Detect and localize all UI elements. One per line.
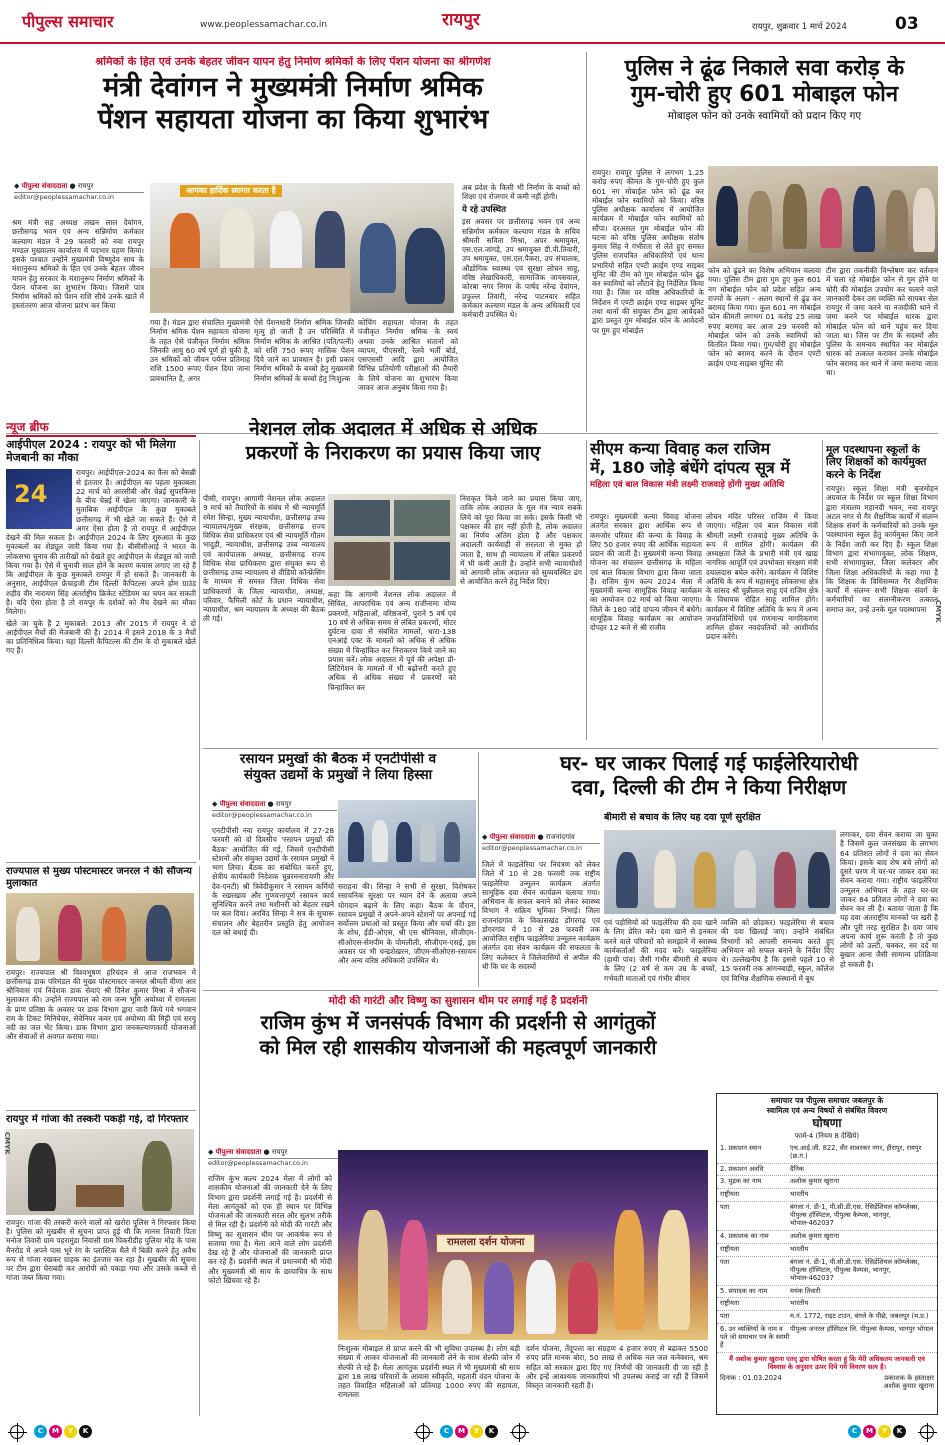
cmyk-dot-m: M [49,1425,62,1438]
police-col3: टीम द्वारा तकनीकी विश्लेषण कर वर्तमान में चला रहे मोबाईल फोन से गुम होने या चोरी की मोबाईल उपयोग कर चलाने वाले जानकारी देकर उस व्यक्ति को सायबर सेल रायपुर में जमा करने या नजदीकी थाने में जमा करने पर मोबाईल धारक द्वारा मोबाईल फोन को थाने पहुंच कर दिया जाता था। जिस पर टीम के सदस्यों और पुलिस के समन्वय स्थापित कर मोबाईल धारक को तत्काल कराकर उनके मोबाईल फोन बरामद कर थाने में जमा कराया जाता था। [826,266,938,377]
registration-mark-center-left [416,1425,430,1439]
masthead-city: रायपुर [442,10,480,30]
ntpc-byline-block [212,800,337,824]
cmyk-dot-c: C [848,1425,861,1438]
page-number: 03 [895,14,919,34]
masthead-website[interactable]: www.peoplessamachar.co.in [200,20,328,30]
ntpc-headline-1: रसायन प्रमुखों की बैठक में एनटीपीसी व [239,752,437,767]
declaration-key: राष्ट्रीयता [720,1299,740,1308]
registration-mark-right [920,1425,934,1439]
lok-adalat-col3: निराकृत किये जाने का प्रयास किया जाए, ताकि लोक अदालत के मूल मंत्र न्याय सबके लिये को पूरा किया जा सके। इसके किसी भी पक्षकार की हार नहीं होती है, लोक अदालत का निर्णय अंतिम होता है और पक्षकार अदालती कार्यवाही से सरलता से मुक्त हो जाता है, साथ ही न्यायालय में लंबित प्रकरणों में भी कमी आती है। उन्होंने सभी न्यायाधीशों को आगामी लोक अदालत को सुव्यवस्थित ढंग से आयोजित करने हेतु निर्देश दिए। [460,494,582,587]
declaration-statement: मैं अशोक कुमार खुराना एतद् द्वारा घोषित करता हूं कि मेरी अधिकतम जानकारी एवं विश्वास के अनुसार ऊपर दिये गये विवरण सत्य है। [729,1354,925,1372]
ntpc-photo [338,800,476,878]
rajim-col1: राजिम कुंभ कल्प 2024 मेला में लोगों को शासकीय योजनाओं की जानकारी देने के लिए विभाग द्वारा प्रदर्शनी लगाई गई है। प्रदर्शनी से मेला आगंतुकों को एक ही स्थान पर विभिन्न योजनाओं की जानकारी सरल और सुलभ तरीके से मिल रही है। प्रदर्शनी को मोदी की गारंटी और विष्णु का सुशासन थीम पर आकर्षक रूप से सजाया गया है। मेला आने वाले लोग प्रदर्शनी देख रहे हैं और योजनाओं की जानकारी प्राप्त कर रहे हैं। प्रदर्शनी स्थल में प्रधानमंत्री श्री मोदी और मुख्यमंत्री श्री साय के छायाचित्र के साथ फोटो खिंचवा रहे हैं। [208,1174,332,1285]
declaration-sign-2: अशोक कुमार खुराना [883,1382,934,1391]
police-headline-1: पुलिस ने ढूंढ निकाले सवा करोड़ के [624,56,905,81]
main-story-byline-block [14,182,144,212]
cmyk-dot-c: C [34,1425,47,1438]
declaration-row [717,1298,937,1311]
filaria-col3: व्यक्ति को छोड़कर) फाइलेरिया से बचाव की दवा खिलाई जाए। उन्होंने संबंधित विभागों को आपसी समन्वय करते हुए अभियान को सफल बनाने के निर्देश दिए थे। उल्लेखनीय है कि इससे पहले 10 से 15 फरवरी तक आंगनबाड़ी, स्कूल, कॉलेज एवं विभिन्न शैक्षणिक संस्थानों में बूथ [721,918,834,983]
lok-adalat-headline-2: प्रकरणों के निराकरण का प्रयास किया जाए [245,442,541,465]
declaration-key: 4. प्रकाशक का नाम [720,1232,769,1240]
declaration-row [717,1311,937,1324]
sports-brief [6,420,196,862]
declaration-key: 1. प्रकाशन स्थान [720,1143,762,1152]
declaration-row [717,1257,937,1286]
declaration-value: दैनिक [790,1164,804,1173]
declaration-row [717,1189,937,1202]
declaration-row [717,1231,937,1244]
main-story-col1: श्रम मंत्री सह अध्यक्ष लखन लाल देवांगन, छत्तीसगढ़ भवन एवं अन्य सन्निर्माण कर्मकार कल्याण मंडल ने 29 फरवरी को नवा रायपुर मण्डल मुख्यालय कार्यालय में पदभार ग्रहण किया। इसके पश्चात उन्होंने मुख्यमंत्री विष्णुदेव साय के मंशानुरूप श्रमिकों के हित एवं उनके बेहतर जीवन यापन हेतु सरकार के मंशानुरूप निर्माण श्रमिकों के पेंशन योजना का शुभारंभ किया। जिसमें पात्र निर्माण श्रमिकों को पेंशन राशि सीधे उनके खाते में हस्तांतरण आज योजना प्रारंभ कर किया [12,218,144,311]
rajim-byline: ◆ पीपुल्स संवाददाता ● रायपुर [208,1148,388,1159]
declaration-rows [717,1143,937,1353]
ntpc-email[interactable]: editor@peoplessamachar.co.in [212,810,312,819]
cmyk-dot-k: K [893,1425,906,1438]
cmyk-dot-k: K [79,1425,92,1438]
photo-banner: आपका हार्दिक स्वागत करता है [180,185,282,197]
police-col2: फोन को ढूंढने का विशेष अभियान चलाया गया। पुलिस टीम द्वारा गुम हुए कुल 601 नग मोबाईल फोन को प्रदेश सहित अन्य राज्यों के अलग - अलग स्थानों से ढूंढ कर बरामद किया गया। कुल 601 नग मोबाईल फोन कीमती लगभग 01 करोड़ 25 लाख रुपए बरामद कर आज 29 फरवरी को मोबाईल फोन को उनके स्वामियों को वितरित किया गया। गुम/चोरी हुए मोबाईल फोन को बरामद करने के दौरान एण्टी क्राईम एण्ड साइबर यूनिट की [708,266,821,368]
declaration-key: पता [720,1312,730,1321]
lok-adalat-headline-1: नेशनल लोक अदालत में अधिक से अधिक [249,418,537,440]
ntpc-byline: ◆ पीपुल्स संवाददाता ● रायपुर [212,800,337,811]
rajim-col3: दर्शन योजना, तेंदूपत्ता का संग्रहण 4 हजार रुपए से बढ़ाकर 5500 रुपए प्रति मानक बोरा, 50 लाख से अधिक नल जल कनेक्शन, श्रम सहित को सरकार द्वारा दिए गए निर्णयों की जानकारी दी जा रही है और इन्हें आवश्यक जानकारियां भी उपलब्ध कराई जा रही हैं जिसमें विस्तृत जानकारी रहती है। [526,1344,708,1391]
postmaster-text: रायपुर। राज्यपाल श्री विश्वभूषण हरिचंदन से आज राजभवन में छत्तीसगढ़ डाक परिमंडल की मुख्य पोस्टमास्टर जनरल श्रीमती वीणा आर श्रीनिवास एवं निदेशक डाक सेवाएं श्री दिनेश कुमार मिश्रा ने सौजन्य मुलाकात की। उन्होंने राज्यपाल को राम जन्म भूमि अयोध्या में रामलला के प्राण प्रतिष्ठा के अवसर पर डाक विभाग द्वारा जारी किये गये भगवान राम के टिकट मिनियेचर, सेवेनियर कवर एवं अयोध्या की मिट्टी एवं सरयू नदी का जल भेंट किया। डाक विभाग द्वारा जनकल्याणकारी योजनाओं और सेवाओं से अवगत कराया गया। [6,967,196,1042]
declaration-key: पता [720,1203,730,1212]
cmyk-side-right: CMYK [934,600,942,623]
police-headline-2: गुम-चोरी हुए 601 मोबाइल फोन [630,81,899,107]
lok-adalat-photo [328,494,456,586]
rajim-headline-1: राजिम कुंभ में जनसंपर्क विभाग की प्रदर्शनी से आगंतुकों [260,1011,656,1035]
filaria-photo [604,830,836,914]
kanya-col2: लोचन मंदिर परिसर राजिम में किया जाएगा। महिला एवं बाल विकास मंत्री श्रीमती लक्ष्मी राजवाड़े मुख्य अतिथि के रूप में शामिल होंगी। कार्यक्रम की अध्यक्षता जिले के प्रभारी मंत्री एवं खाद्य नागरिक आपूर्ति एवं उपभोक्ता संरक्षण मंत्री दयालदास बघेल करेंगे। कार्यक्रम में विशिष्ट अतिथि के रूप में महासमुंद लोकसभा क्षेत्र के सांसद श्री चुन्नीलाल साहू एवं राजिम क्षेत्र के विधायक रोहित साहू शामिल होंगे। कार्यक्रम में विशिष्ट अतिथि के रूप में अन्य जनप्रतिनिधियों एवं गणमान्य नागरिकगण शामिल होकर नवदंपतियों को आशीर्वाद प्रदान करेंगे। [706,512,818,642]
filaria-subhead: बीमारी से बचाव के लिए यह दवा पूर्ण सुरक्षित [604,812,761,823]
kanya-vivah [590,440,820,508]
declaration-key: 3. मुद्रक का नाम [720,1177,762,1186]
cmyk-dot-y: Y [878,1425,891,1438]
declaration-value: भारतीय [790,1190,809,1199]
ganja-headline: रायपुर में गांजा की तस्करी पकड़ी गई, दो गिरफ्तार [6,1114,189,1125]
masthead-logo[interactable]: पीपुल्स समाचार [22,12,114,31]
registration-mark-left [10,1425,24,1439]
postmaster-photo [6,893,194,965]
cmyk-dot-k: K [485,1425,498,1438]
filaria-headline-2: दवा, दिल्ली की टीम ने किया निरीक्षण [571,774,847,799]
filaria-headline-1: घर- घर जाकर पिलाई गई फाईलेरियारोधी [560,752,858,775]
police-photo [708,166,938,263]
lok-adalat-col2: कहा कि आगामी नेशनल लोक अदालत में सिविल, आपराधिक एवं अन्य राजीनामा योग्य प्रकरणों, महिलाओं, वरिष्ठजनों, पुराने 5 वर्ष एवं 10 वर्ष से अधिक समय से लंबित प्रकरणों, मोटर दुर्घटना दावा से संबंधित मामलों, धारा-138 एनआई एक्ट के मामलों को अधिक से अधिक संख्या में चिन्हांकित कर निराकरण किये जाने का प्रयास करें। लोक अदालत में पूर्व की अपेक्षा प्री-लिटिगेशन के मामलों में भी बढ़ोत्तरी करते हुए अधिक से अधिक संख्या में प्रकरणों को चिन्हांकित कर [328,590,456,692]
ntpc-headline-2: संयुक्त उद्यमों के प्रमुखों ने लिया हिस्सा [243,766,433,783]
kanya-headline-1: सीएम कन्या विवाह कल राजिम [590,440,771,458]
declaration-row [717,1143,937,1164]
postmaster [6,866,196,1106]
main-story-col5-block [462,183,580,418]
filaria-col4: लगाकर, दवा सेवन कराया जा चुका है जिसमें कुल जनसंख्या के लगभग 64 प्रतिशत लोगों ने दवा का सेवन किया। इसके बाद शेष बचे लोगों को दूसरे चरण में घर-घर जाकर दवा का सेवन कराया गया। राष्ट्रीय फाइलेरिया उन्मूलन अभियान के तहत घर-घर जाकर 84 प्रतिशत लोगों ने दवा का सेवन कर ली है। बताया जाता है कि यह दवा अंतराष्ट्रीय मानकों पर खरी है और पूरी तरह सुरक्षित है। दवा जांच अपना कार्य शुरू करती है तो कुछ लोगों को उल्टी, चक्कर, सर दर्द या बुखार आना जैसी सामान्य प्रतिक्रिया हो सकती है। [840,830,938,969]
teachers-text: रायपुर। स्कूल शिक्षा मंत्री बृजमोहन अग्रवाल के निर्देश पर स्कूल शिक्षा विभाग द्वारा मंत्रालय महानदी भवन, नवा रायपुर अटल नगर से गैर शैक्षणिक कार्यों में संलग्न शिक्षक संवर्ग के कर्मचारियों को उनके मूल पदस्थापना स्कूल हेतु कार्यमुक्त किए जाने के निर्देश जारी कर दिए हैं। स्कूल शिक्षा विभाग द्वारा संभागायुक्त, लोक शिक्षण, सभी संभागायुक्त, जिला कलेक्टर और जिला शिक्षा अधिकारियों के कहा गया है कि शिक्षक के विधिसम्मत गैर शैक्षणिक कार्यों में संलग्न सभी शिक्षक संवर्ग के कर्मचारियों का संलग्नीकरण तत्काल समाप्त कर, उन्हें उनके मूल पदस्थापना [826,484,938,614]
declaration-value: अशोक कुमार खुराना [790,1177,840,1186]
ipl-text-2: खेले जा चुके हैं 2 मुकाबले: 2013 और 2015 में रायपुर ने दो आईपीएल मैचों की मेजबानी की है। 2014 में इसने 2018 के 3 मैचों का प्रतिनिधित्व किया। यहां दिल्ली कैपिटल्स की टीम के दो मुकाबले खेले गए हैं। [6,618,196,656]
filaria-byline-block [482,833,600,857]
declaration-row [717,1324,937,1353]
declaration-value: अशोक कुमार खुराना [790,1232,840,1240]
main-story-email[interactable]: editor@peoplessamachar.co.in [14,192,114,201]
cmyk-strip-center [440,1425,498,1438]
rajim [203,995,713,1111]
declaration-value: एच.आई.जी. 822, वीर सावरकर नगर, हीरापुर, रायपुर (छ.ग.) [790,1143,922,1160]
cmyk-strip-left [34,1425,92,1438]
ipl-photo: 24 [6,469,72,529]
registration-mark-center-right [512,1425,526,1439]
declaration-title-3: घोषणा [812,1116,842,1131]
declaration-key: राष्ट्रीयता [720,1190,740,1199]
rajim-kicker: मोदी की गारंटी और विष्णु का सुशासन थीम पर लगाई गई है प्रदर्शनी [328,995,588,1007]
teachers-headline: मूल पदस्थापना स्कूलों के लिए शिक्षकों को कार्यमुक्त करने के निर्देश [826,444,927,481]
main-story-headline-1: मंत्री देवांगन ने मुख्यमंत्री निर्माण श्रमिक [103,71,483,103]
news-brief-label: न्यूज ब्रीफ [6,420,196,437]
main-story-col5: अब प्रदेश के किसी भी निर्माण के बच्चों को शिक्षा एवं रोजगार में कमी नहीं होगी। [462,183,580,202]
cmyk-side-left: CMYK [3,1132,11,1155]
declaration-value: भारतीय [790,1244,809,1253]
ipl-headline: आईपीएल 2024 : रायपुर को भी मिलेगा मेजबानी का मौका [6,438,176,465]
lok-adalat-col1: पीसी, रायपुर। आगामी नेशनल लोक अदालत 9 मार्च को तैयारियों के संबंध में श्री न्यायमूर्ति रमेश सिन्हा, मुख्य न्यायाधीश, छत्तीसगढ़ उच्च न्यायालय/मुख्य संरक्षक, छत्तीसगढ़ राज्य विधिक सेवा प्राधिकरण एवं श्री न्यायमूर्ति गौतम भादुड़ी, न्यायाधीश, छत्तीसगढ़ उच्च न्यायालय एवं कार्यपालक अध्यक्ष, छत्तीसगढ़ राज्य विधिक सेवा प्राधिकरण द्वारा संयुक्त रूप से छत्तीसगढ़ उच्च न्यायालय से वीडियो कॉन्फ्रेंसिंग के माध्यम से समस्त जिला विधिक सेवा प्राधिकरणों के जिला न्यायाधीश, अध्यक्ष, परिवार, फैमिली कोर्ट के प्रधान न्यायाधीश, न्यायाधीश, श्रम न्यायालय के अध्यक्ष की बैठक ली गई। [203,494,325,624]
rajim-col2: निःशुल्क मोबाइल से प्राप्त करने की भी सुविधा उपलब्ध है। लोग बड़ी संख्या में आकर योजनाओं की जानकारी लेने के साथ सेल्फी जोन में सेल्फी ले रहे हैं। मेला आगंतुक प्रदर्शनी स्थल में भी मुख्यमंत्री श्री साय द्वारा 18 लाख परिवारों के आवास स्वीकृति, महतारी वंदन योजना के तहत विवाहित महिलाओं को प्रतिमाह 1000 रुपए की सहायता, रामलला [338,1344,520,1400]
declaration-value: बंगला नं. डी-1, पी.सी.डी.एस. रेसिडेंशियल कॉम्प्लेक्स, पीपुल्स हॉस्पिटल, पीपुल्स कैम्पस, भानपुर, भोपाल-462037 [790,1257,920,1282]
police-story [592,56,937,166]
cmyk-dot-y: Y [470,1425,483,1438]
masthead [0,0,945,44]
declaration-key: पता [720,1257,730,1266]
ganja [6,1114,196,1414]
declaration-row [717,1176,937,1189]
lok-adalat [203,418,583,488]
declaration-row [717,1286,937,1299]
police-subhead: मोबाइल फोन को उनके स्वामियों को प्रदान किए गए [667,109,862,122]
filaria-email[interactable]: editor@peoplessamachar.co.in [482,843,582,852]
police-col1: रायपुर। रायपुर पुलिस ने लगभग 1.25 करोड़ रुपए कीमत के गुम-चोरी हुए कुल 601 नग मोबाईल फोन को ढूंढ कर मोबाईल फोन स्वामियों को किया। वरिष्ठ पुलिस अधीक्षक कार्यालय में आयोजित कार्यक्रम में मोबाईल फोन स्वामियों को सौंपा। दरअसल गुम मोबाईल फोन की घटना को वरिष्ठ पुलिस अधीक्षक संतोष कुमार सिंह ने गंभीरता से लेते हुए समस्त पुलिस राजपत्रित अधिकारियों एवं थाना प्रभारियों सहित एण्टी क्राईम एण्ड साइबर यूनिट की टीम को गुम मोबाईल फोन ढूंढ़ कर स्वामियों को लौटाने हेतु निर्देशित किया गया है। जिस पर वरिष्ठ अधिकारियों के निर्देशन में एण्टी क्राईम एण्ड साइबर यूनिट तथा थानों की संयुक्त टीम द्वारा आवेदकों द्वारा प्रस्तुत गुम मोबाईल फोन के आवेदनों पर गुम हुए मोबाईल [592,168,704,335]
kanya-subhead: महिला एवं बाल विकास मंत्री लक्ष्मी राजवाड़े होंगी मुख्य अतिथि [590,479,785,490]
filaria-col2: एवं पड़ोसियों को फाइलेरिया की दवा खाने के लिए प्रेरित करें। दवा खाने से इनकार करने वाले परिवारों को समझाने में स्वास्थ्य कार्यकर्ताओं की मदद करें। फाइलेरिया (हाथी पांव) जैसी गंभीर बीमारी से बचाव के लिए (2 वर्ष से कम उम्र के बच्चों, गर्भवती माताओं एवं गंभीर बीमार [604,918,717,983]
ntpc-col1: एनटीपीसी नवा रायपुर कार्यालय में 27-28 फरवरी को दो दिवसीय 'रसायन प्रमुखों की बैठक' आयोजित की गई, जिसमें एनटीपीसी स्टेशनों और संयुक्त उद्यमों के रसायन प्रमुखों ने भाग लिया। बैठक का संबोधित करते हुए, क्षेत्रीय कार्यकारी निदेशक चुन्नरमनारायणी और देव-एनटी) श्री त्रिवेदीकुमार ने रसायन कर्मियों के रखरखाव और गुणवत्तापूर्ण रसायन कार्य सुनिश्चित करने तथा मशीनरी को बेहतर रखने पर बल दिया। अरविंद सिन्हा ने सत्र के सुचारू संचालन और बेहतरीन प्रस्तुति हेतु आयोजन दल को बधाई दी। [212,826,334,937]
filaria-col1: जिले में फाइलेरिया पर नियंत्रण को लेकर जिले में 10 से 28 फरवरी तक राष्ट्रीय फाइलेरिया उन्मूलन कार्यक्रम अंतर्गत सामूहिक दवा सेवन कार्यक्रम चलाया गया। अभियान के सफल बनाने को लेकर स्वास्थ्य विभाग ने सक्रिय भूमिका निभाई। जिला राजनांदगांव के विकासखंड डोंगरगढ़ एवं डोंगरगांव में 10 से 28 फरवरी तक आयोजित राष्ट्रीय फाइलेरिया उन्मूलन कार्यक्रम अंतर्गत दवा सेवन कार्यक्रम की सफलता के लिए कलेक्टर ने जिलेवासियों से अपील की थी कि घर के सदस्यों [482,860,600,971]
main-story-col2: गया है। मंडल द्वारा संचालित मुख्यमंत्री निर्माण श्रमिक पेंशन सहायता योजना के तहत ऐसे पंजीकृत निर्माण श्रमिक जिनकी आयु 60 वर्ष पूर्ण हो चुकी है, उन श्रमिकों को जीवन पर्यन्त प्रतिमाह राशि 1500 रूपए पेंशन दिया जाना प्रावधानित है, अगर [150,318,250,383]
kanya-col1: रायपुर। मुख्यमंत्री कन्या विवाह योजना अंतर्गत सरकार द्वारा आर्थिक रूप से कमजोर परिवार की कन्या के विवाह के लिए 50 हजार रुपए की आर्थिक सहायता प्रदान की जाती है। मुख्यमंत्री कन्या विवाह योजना का संचालन छत्तीसगढ़ के महिला एवं बाल विकास विभाग द्वारा किया जाता है। राजिम कुंभ कल्प 2024 मेला में मुख्यमंत्री कन्या सामूहिक विवाह कार्यक्रम का आयोजन 02 मार्च को किया जाएगा। जिले के 180 जोड़े दांपत्य जीवन में बंधेंगे। सामूहिक विवाह कार्यक्रम का आयोजन दोपहर 12 बजे से श्री राजीव [590,512,702,633]
cmyk-dot-m: M [455,1425,468,1438]
postmaster-headline: राज्यपाल से मुख्य पोस्टमास्टर जनरल ने की सौजन्य मुलाकात [6,866,192,889]
main-story-subhead: ये रहे उपस्थित [462,204,506,215]
ganja-photo [6,1129,194,1215]
declaration-title-2: स्वामित्व एवं अन्य विषयों से संबंधित विवरण [766,1105,888,1115]
kanya-headline-2: में, 180 जोड़े बंधेंगे दांपत्य सूत्र में [590,457,790,477]
declaration-value: मयंक तिवारी [790,1286,821,1295]
declaration-form: फार्म-4 (नियम 8 देखिये) [794,1131,860,1140]
rajim-email[interactable]: editor@peoplessamachar.co.in [208,1158,308,1167]
declaration-value: बंगला नं. डी-1, पी.सी.डी.एस. रेसिडेंशियल कॉम्प्लेक्स, पीपुल्स हॉस्पिटल, पीपुल्स कैम्पस, भानपुर, भोपाल-462037 [790,1203,920,1228]
declaration-value: पीपुल्स जनरल हॉस्पिटल लि. पीपुल्स कैम्पस, भानपुर भोपाल [790,1325,934,1334]
declaration-row [717,1244,937,1257]
teachers [826,444,938,744]
rajim-photo [338,1150,708,1340]
cmyk-dot-c: C [440,1425,453,1438]
declaration-row [717,1164,937,1177]
main-story-col3: ऐसे पेंशनधारी निर्माण श्रमिक जिनकी मृत्यु हो जाती है उन परिस्थिति में निर्माण श्रमिक के आश्रित (पति/पत्नी) को राशि 750 रूपए मासिक पेंशन दिये जाने का प्रावधान है। इसी प्रकार निर्माण श्रमिकों के बच्चो हेतु मुख्यमंत्री निर्माण श्रमिकों के बच्चों हेतु निःशुल्क [254,318,354,383]
ntpc [203,752,473,798]
declaration-date: दिनांक : 01.03.2024 [720,1373,782,1382]
declaration-title-1: समाचार पत्र पीपुल्स समाचार जबलपुर के [770,1096,884,1105]
filaria-byline: ◆ पीपुल्स संवाददाता ● राजनांदगांव [482,833,600,844]
declaration-value: भारतीय [790,1299,809,1308]
declaration-sign-1: प्रकाशक के हस्ताक्षर [884,1373,934,1382]
ganja-text: रायपुर। गांजा की तस्करी करने वालों को खरोरा पुलिस ने गिरफ्तार किया है। पुलिस को मुखबीर से सूचना प्राप्त हुई थी कि मानस तिवारी पिता मनोज तिवारी ग्राम पहरामुंडा निवासी ग्राम पिकरीडीह पुलिया मोड़ के पास मैनरोड में अपने पास भूरे रंग के प्लास्टिक थैले में बिक्री करने हेतु अवैध रूप से गांजा रखकर ग्राहक का इंतजार कर रहा है। मुखबीर की सूचना पर टीम द्वारा घेराबंदी कर आरोपी को पकड़ा गया और उसके कब्जे से गांजा जब्त किया गया। [6,1217,196,1283]
declaration-box [716,1093,938,1415]
declaration-key: 2. प्रकाशन अवधि [720,1164,764,1173]
declaration-key: 6. उन व्यक्तियों के नाम व पते जो समाचार पत्र के स्वामी हैं [720,1325,790,1350]
cmyk-strip-right [848,1425,906,1438]
main-story-col4: कोचिंग सहायता योजना के तहत पंजीकृत निर्माण श्रमिक के स्वयं अथवा उनके आश्रित संतानों को व्यापम, पीएससी, रेलवे भर्ती बोर्ड, एसएससी आदि द्वारा आयोजित विभिन्न प्रतियोगी परीक्षाओं की तैयारी के लिये योजना का शुभारंभ किया जाकर आज अनुबंध किया गया है। [358,318,458,392]
masthead-date: रायपुर, शुक्रवार 1 मार्च 2024 [752,22,847,32]
declaration-key: राष्ट्रीयता [720,1244,740,1253]
declaration-row [717,1202,937,1231]
main-story-kicker: श्रमिकों के हित एवं उनके बेहतर जीवन यापन हेतु निर्माण श्रमिकों के लिए पेंशन योजना का श्रीगणेश [95,56,491,68]
ipl-text: रायपुर। आईपीएल-2024 का फैंस को बेसब्री से इंतजार है। आईपीएल का पहला मुकाबला 22 मार्च को आरसीबी और चेन्नई सुपरकिंग्स के बीच चेन्नई में खेला जाएगा। जानकारी के मुताबिक आईपीएल के कुछ मुकाबले छत्तीसगढ़ में भी खेले जा सकते हैं। ऐसे में अगर ऐसा होता है तो रायपुर में आईपीएल देखने की मिल सकता है। आईपीएल 2024 के लिए शुरुआत के कुछ मुकाबलों का शेड्यूल जारी किया गया है। बीसीसीआई ने भारत के लोकसभा चुनाव की तारीखों को देखते हुए आईपीएल के शेड्यूल को जारी किया गया है। ऐसे में चुनावी साल होने के कारण कयास लगाए जा रहे हैं कि आईपीएल के कुछ मुकाबले रायपुर में हो सकते हैं। जानकारी के अनुसार, आईपीएल फ्रेंचाइजी टीम दिल्ली कैपिटल्स अपने होम ग्राउंड शहीद वीर नारायण सिंह अंतर्राष्ट्रीय क्रिकेट स्टेडियम का चयन कर सकती है। यदि ऐसा होता है तो रायपुर के दर्शकों को मैच देखने का मौका मिलेगा। [6,468,196,617]
rajim-photo-banner: रामलला दर्शन योजना [436,1234,535,1253]
main-story-col5b: इस अवसर पर छत्तीसगढ़ भवन एवं अन्य सन्निर्माण कर्मकार कल्याण मंडल के सचिव श्रीमती सविता मिश्रा, अपर श्रमायुक्त, एस.एल.जांगड़े, उप श्रमायुक्त डी.पी.तिवारी, उप श्रमायुक्त, एस.एल.पैकरा, उप संचालक, औद्योगिक स्वास्थ्य एवं सुरक्षा लोचन साहू, वरिष्ठ लेखाधिकारी, सामाजिक जायसवाल, कोरबा नगर निगम के पार्षद नरेन्द्र देवांगन, प्रफुल्ल तिवारी, नरेन्द्र पाटनवार सहित कर्मकार कल्याण मंडल के अन्य अधिकारी एवं कर्मचारी उपस्थित थे। [462,217,580,320]
cmyk-dot-m: M [863,1425,876,1438]
declaration-value: म.नं. 1772, राइट टाउन, बंगले के पीछे, जबलपुर (म.प्र.) [790,1312,929,1321]
ntpc-col2: सराहना की। सिन्हा ने सभी से सुरक्षा, विशेषकर रसायनिक सुरक्षा पर ध्यान देने के अलावा अपने योगदान बढ़ाने के लिए कहा। बैठक के दौरान, रसायन प्रमुखों ने अपने-अपने स्टेशनों पर अपनाई गई सर्वोत्तम प्रथाओं को प्रस्तुत किया और चर्चा की। इस के शोध, ईडी-ओएस, श्री एस श्रीनिवास, सीजीएम-सीओएस-सेमपीम के पोमलीली, सीजीएम-एसई, इस अवसर पर भी चन्द्रशेखरन, जीएम-सीओएस-रसायन और अन्य वरिष्ठ अधिकारी उपस्थित थे। [338,882,476,966]
main-story-photo [150,183,454,313]
main-story-headline-2: पेंशन सहायता योजना का किया शुभारंभ [97,103,489,135]
main-story-byline: ◆ पीपुल्स संवाददाता ● रायपुर [14,182,144,193]
cmyk-dot-y: Y [64,1425,77,1438]
rajim-headline-2: को मिल रही शासकीय योजनाओं की महत्वपूर्ण जानकारी [259,1036,657,1060]
declaration-key: 5. संपादक का नाम [720,1286,768,1295]
